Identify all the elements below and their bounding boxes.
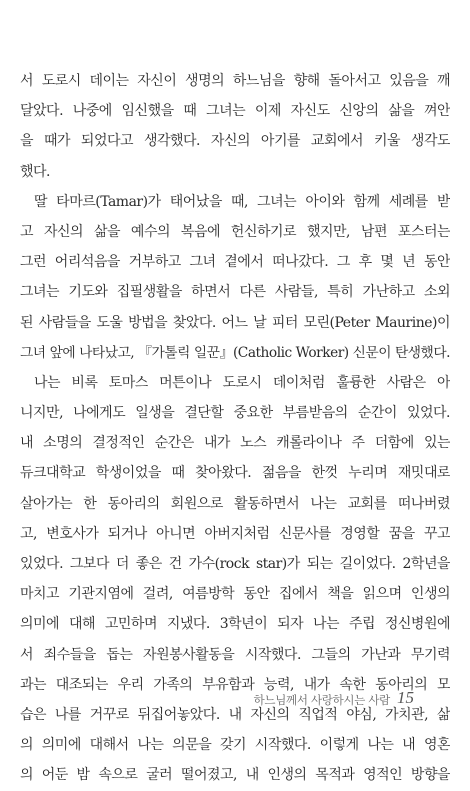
text-line: 서 죄수들을 돕는 자원봉사활동을 시작했다. 그들의 가난과 무기력 [20,646,450,663]
text-line: 살아가는 한 동아리의 회원으로 활동하면서 나는 교회를 떠나버렸 [20,495,450,512]
text-line: 있었다. 그보다 더 좋은 건 가수(rock star)가 되는 길이었다. 2학년을 [20,556,450,572]
text-line: 그녀는 기도와 집필생활을 하면서 다른 사람들, 특히 가난하고 소외 [20,284,450,301]
text-line: 딸 타마르(Tamar)가 태어났을 때, 그녀는 아이와 함께 세례를 받 [34,193,450,210]
text-line: 과는 대조되는 우리 가족의 부유함과 능력, 내가 속한 동아리의 모 [20,676,450,693]
text-line: 을 때가 되었다고 생각했다. 자신의 아기를 교회에서 키울 생각도 [20,133,450,150]
text-line: 달았다. 나중에 임신했을 때 그녀는 이제 자신도 신앙의 삶을 껴안 [20,103,450,120]
text-line: 된 사람들을 도울 방법을 찾았다. 어느 날 피터 모린(Peter Maurine)이 [20,314,450,331]
text-line: 의 의미에 대해서 나는 의문을 갖기 시작했다. 이렇게 나는 내 영혼 [20,737,450,754]
paragraph-3 [20,368,450,791]
text-line: 내 소명의 결정적인 순간은 내가 노스 캐롤라이나 주 더함에 있는 [20,435,450,452]
text-line: 했다. [20,163,50,180]
text-line: 의미에 대해 고민하며 지냈다. 3학년이 되자 나는 주립 정신병원에 [20,616,450,633]
text-line: 나는 비록 토마스 머튼이나 도로시 데이처럼 훌륭한 사람은 아 [34,374,450,391]
text-line: 의 어둔 밤 속으로 굴러 떨어졌고, 내 인생의 목적과 영적인 방향을 [20,767,450,784]
text-line: 서 도로시 데이는 자신이 생명의 하느님을 향해 돌아서고 있음을 깨 [20,73,450,89]
text-line: 고 자신의 삶을 예수의 복음에 헌신하기로 했지만, 남편 포스터는 [20,223,450,240]
body-text [20,66,450,791]
text-line: 니지만, 나에게도 일생을 결단할 중요한 부름받음의 순간이 있었다. [20,405,450,422]
text-line: 고, 변호사가 되거나 아니면 아버지처럼 신문사를 경영할 꿈을 꾸고 [20,525,450,542]
paragraph-2 [20,187,450,368]
page-footer [0,688,470,718]
text-line: 그녀 앞에 나타났고, 『가톨릭 일꾼』(Catholic Worker) 신문이 탄생했다. [20,344,450,361]
text-line: 마치고 기관지염에 걸려, 여름방학 동안 집에서 책을 읽으며 인생의 [20,586,450,603]
paragraph-1 [20,66,450,187]
text-line: 습은 나를 거꾸로 뒤집어놓았다. 내 자신의 직업적 야심, 가치관, 삶 [20,706,450,723]
page-number: 15 [397,688,414,707]
running-head: 하느님께서 사랑하시는 사람 [253,693,390,707]
text-line: 듀크대학교 학생이었을 때 찾아왔다. 젊음을 한껏 누리며 재밋대로 [20,465,450,482]
text-line: 그런 어리석음을 거부하고 그녀 곁에서 떠나갔다. 그 후 몇 년 동안 [20,254,450,271]
